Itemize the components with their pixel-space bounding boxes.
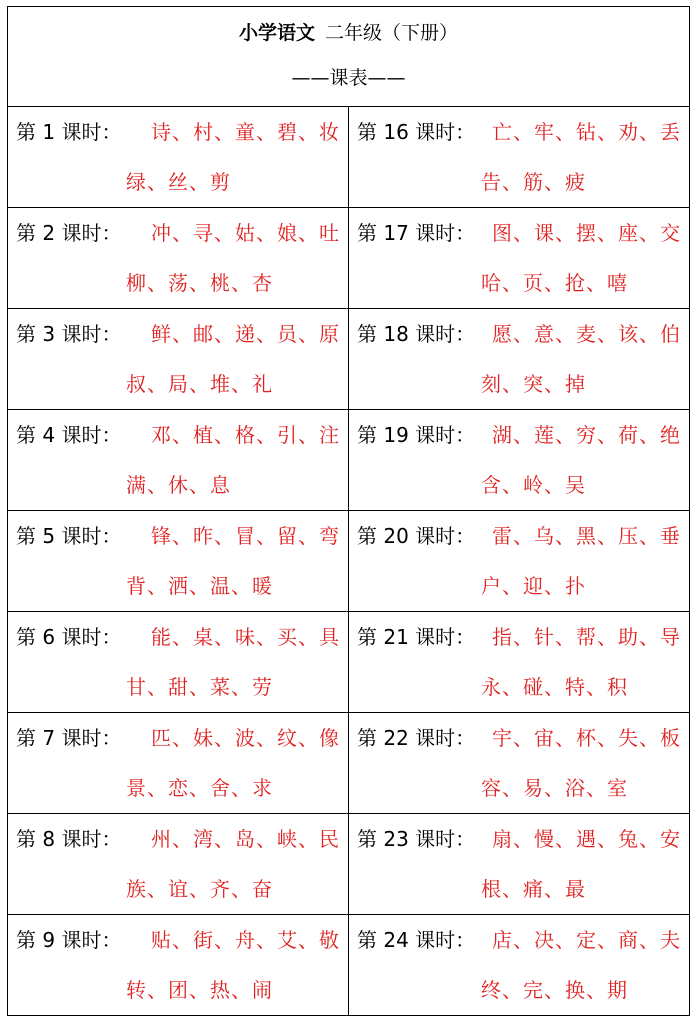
- lesson-characters-line1: 邓、植、格、引、注: [151, 423, 340, 447]
- lesson-characters-line2: 刻、突、掉: [481, 372, 586, 396]
- lesson-cell: [349, 208, 690, 309]
- lesson-characters-line1: 图、课、摆、座、交: [492, 221, 681, 245]
- lesson-cell: [8, 511, 349, 612]
- lesson-characters-line2: 绿、丝、剪: [126, 170, 231, 194]
- lesson-characters-line1: 指、针、帮、助、导: [492, 625, 681, 649]
- grade-title: 二年级（下册）: [325, 22, 459, 44]
- header-cell: [8, 7, 690, 107]
- lesson-characters-line1: 匹、妹、波、纹、像: [151, 726, 340, 750]
- lesson-cell: [8, 915, 349, 1016]
- lesson-label: 第 22 课时：: [357, 726, 476, 750]
- lesson-label: 第 8 课时：: [16, 827, 122, 851]
- lesson-characters-line2: 甘、甜、菜、劳: [126, 675, 273, 699]
- lesson-cell: [8, 713, 349, 814]
- lesson-label: 第 4 课时：: [16, 423, 122, 447]
- lesson-cell: [349, 713, 690, 814]
- lesson-label: 第 3 课时：: [16, 322, 122, 346]
- lesson-label: 第 17 课时：: [357, 221, 476, 245]
- lesson-label: 第 2 课时：: [16, 221, 122, 245]
- table-row: [8, 612, 690, 713]
- lesson-cell: [349, 107, 690, 208]
- lesson-characters-line1: 州、湾、岛、峡、民: [151, 827, 340, 851]
- lesson-label: 第 24 课时：: [357, 928, 476, 952]
- page-title: [8, 21, 689, 45]
- lesson-characters-line2: 终、完、换、期: [481, 978, 628, 1002]
- lesson-label: 第 9 课时：: [16, 928, 122, 952]
- page-subtitle: ——课表——: [291, 67, 406, 89]
- lesson-characters-line2: 永、碰、特、积: [481, 675, 628, 699]
- table-row: [8, 915, 690, 1016]
- lesson-characters-line1: 湖、莲、穷、荷、绝: [492, 423, 681, 447]
- lesson-characters-line2: 背、洒、温、暖: [126, 574, 273, 598]
- table-row: [8, 511, 690, 612]
- lesson-cell: [8, 309, 349, 410]
- lesson-cell: [8, 107, 349, 208]
- lesson-label: 第 5 课时：: [16, 524, 122, 548]
- lesson-characters-line2: 柳、荡、桃、杏: [126, 271, 273, 295]
- lesson-label: 第 7 课时：: [16, 726, 122, 750]
- lesson-label: 第 20 课时：: [357, 524, 476, 548]
- lesson-characters-line1: 扇、慢、遇、兔、安: [492, 827, 681, 851]
- lesson-characters-line2: 景、恋、舍、求: [126, 776, 273, 800]
- lesson-cell: [349, 814, 690, 915]
- table-row: [8, 814, 690, 915]
- header-row: [8, 7, 690, 107]
- lesson-characters-line2: 根、痛、最: [481, 877, 586, 901]
- lesson-label: 第 21 课时：: [357, 625, 476, 649]
- lesson-cell: [8, 410, 349, 511]
- lesson-characters-line2: 叔、局、堆、礼: [126, 372, 273, 396]
- lesson-characters-line2: 哈、页、抢、嘻: [481, 271, 628, 295]
- lesson-characters-line1: 鲜、邮、递、员、原: [151, 322, 340, 346]
- table-row: [8, 309, 690, 410]
- table-row: [8, 713, 690, 814]
- lesson-characters-line1: 冲、寻、姑、娘、吐: [151, 221, 340, 245]
- lesson-cell: [349, 410, 690, 511]
- lesson-characters-line2: 含、岭、吴: [481, 473, 586, 497]
- lesson-cell: [8, 208, 349, 309]
- lesson-cell: [349, 309, 690, 410]
- lesson-characters-line2: 族、谊、齐、奋: [126, 877, 273, 901]
- lesson-schedule-table: [7, 6, 690, 1016]
- lesson-characters-line2: 满、休、息: [126, 473, 231, 497]
- lesson-characters-line1: 店、决、定、商、夫: [492, 928, 681, 952]
- lesson-characters-line1: 诗、村、童、碧、妆: [151, 120, 340, 144]
- lesson-characters-line1: 锋、昨、冒、留、弯: [151, 524, 340, 548]
- lesson-characters-line1: 贴、街、舟、艾、敬: [151, 928, 340, 952]
- table-row: [8, 410, 690, 511]
- lesson-cell: [8, 814, 349, 915]
- lesson-cell: [349, 511, 690, 612]
- lesson-label: 第 16 课时：: [357, 120, 476, 144]
- lesson-label: 第 1 课时：: [16, 120, 122, 144]
- lesson-characters-line1: 宇、宙、杯、失、板: [492, 726, 681, 750]
- lesson-cell: [8, 612, 349, 713]
- lesson-characters-line2: 容、易、浴、室: [481, 776, 628, 800]
- lesson-characters-line1: 愿、意、麦、该、伯: [492, 322, 681, 346]
- table-row: [8, 107, 690, 208]
- lesson-characters-line1: 能、桌、味、买、具: [151, 625, 340, 649]
- lesson-cell: [349, 915, 690, 1016]
- table-row: [8, 208, 690, 309]
- lesson-label: 第 6 课时：: [16, 625, 122, 649]
- lesson-characters-line2: 告、筋、疲: [481, 170, 586, 194]
- lesson-cell: [349, 612, 690, 713]
- lesson-characters-line1: 雷、乌、黑、压、垂: [492, 524, 681, 548]
- lesson-label: 第 18 课时：: [357, 322, 476, 346]
- lesson-characters-line2: 转、团、热、闹: [126, 978, 273, 1002]
- lesson-characters-line2: 户、迎、扑: [481, 574, 586, 598]
- lesson-characters-line1: 亡、牢、钻、劝、丢: [492, 120, 681, 144]
- lesson-label: 第 19 课时：: [357, 423, 476, 447]
- lesson-label: 第 23 课时：: [357, 827, 476, 851]
- subject-title: 小学语文: [238, 22, 315, 44]
